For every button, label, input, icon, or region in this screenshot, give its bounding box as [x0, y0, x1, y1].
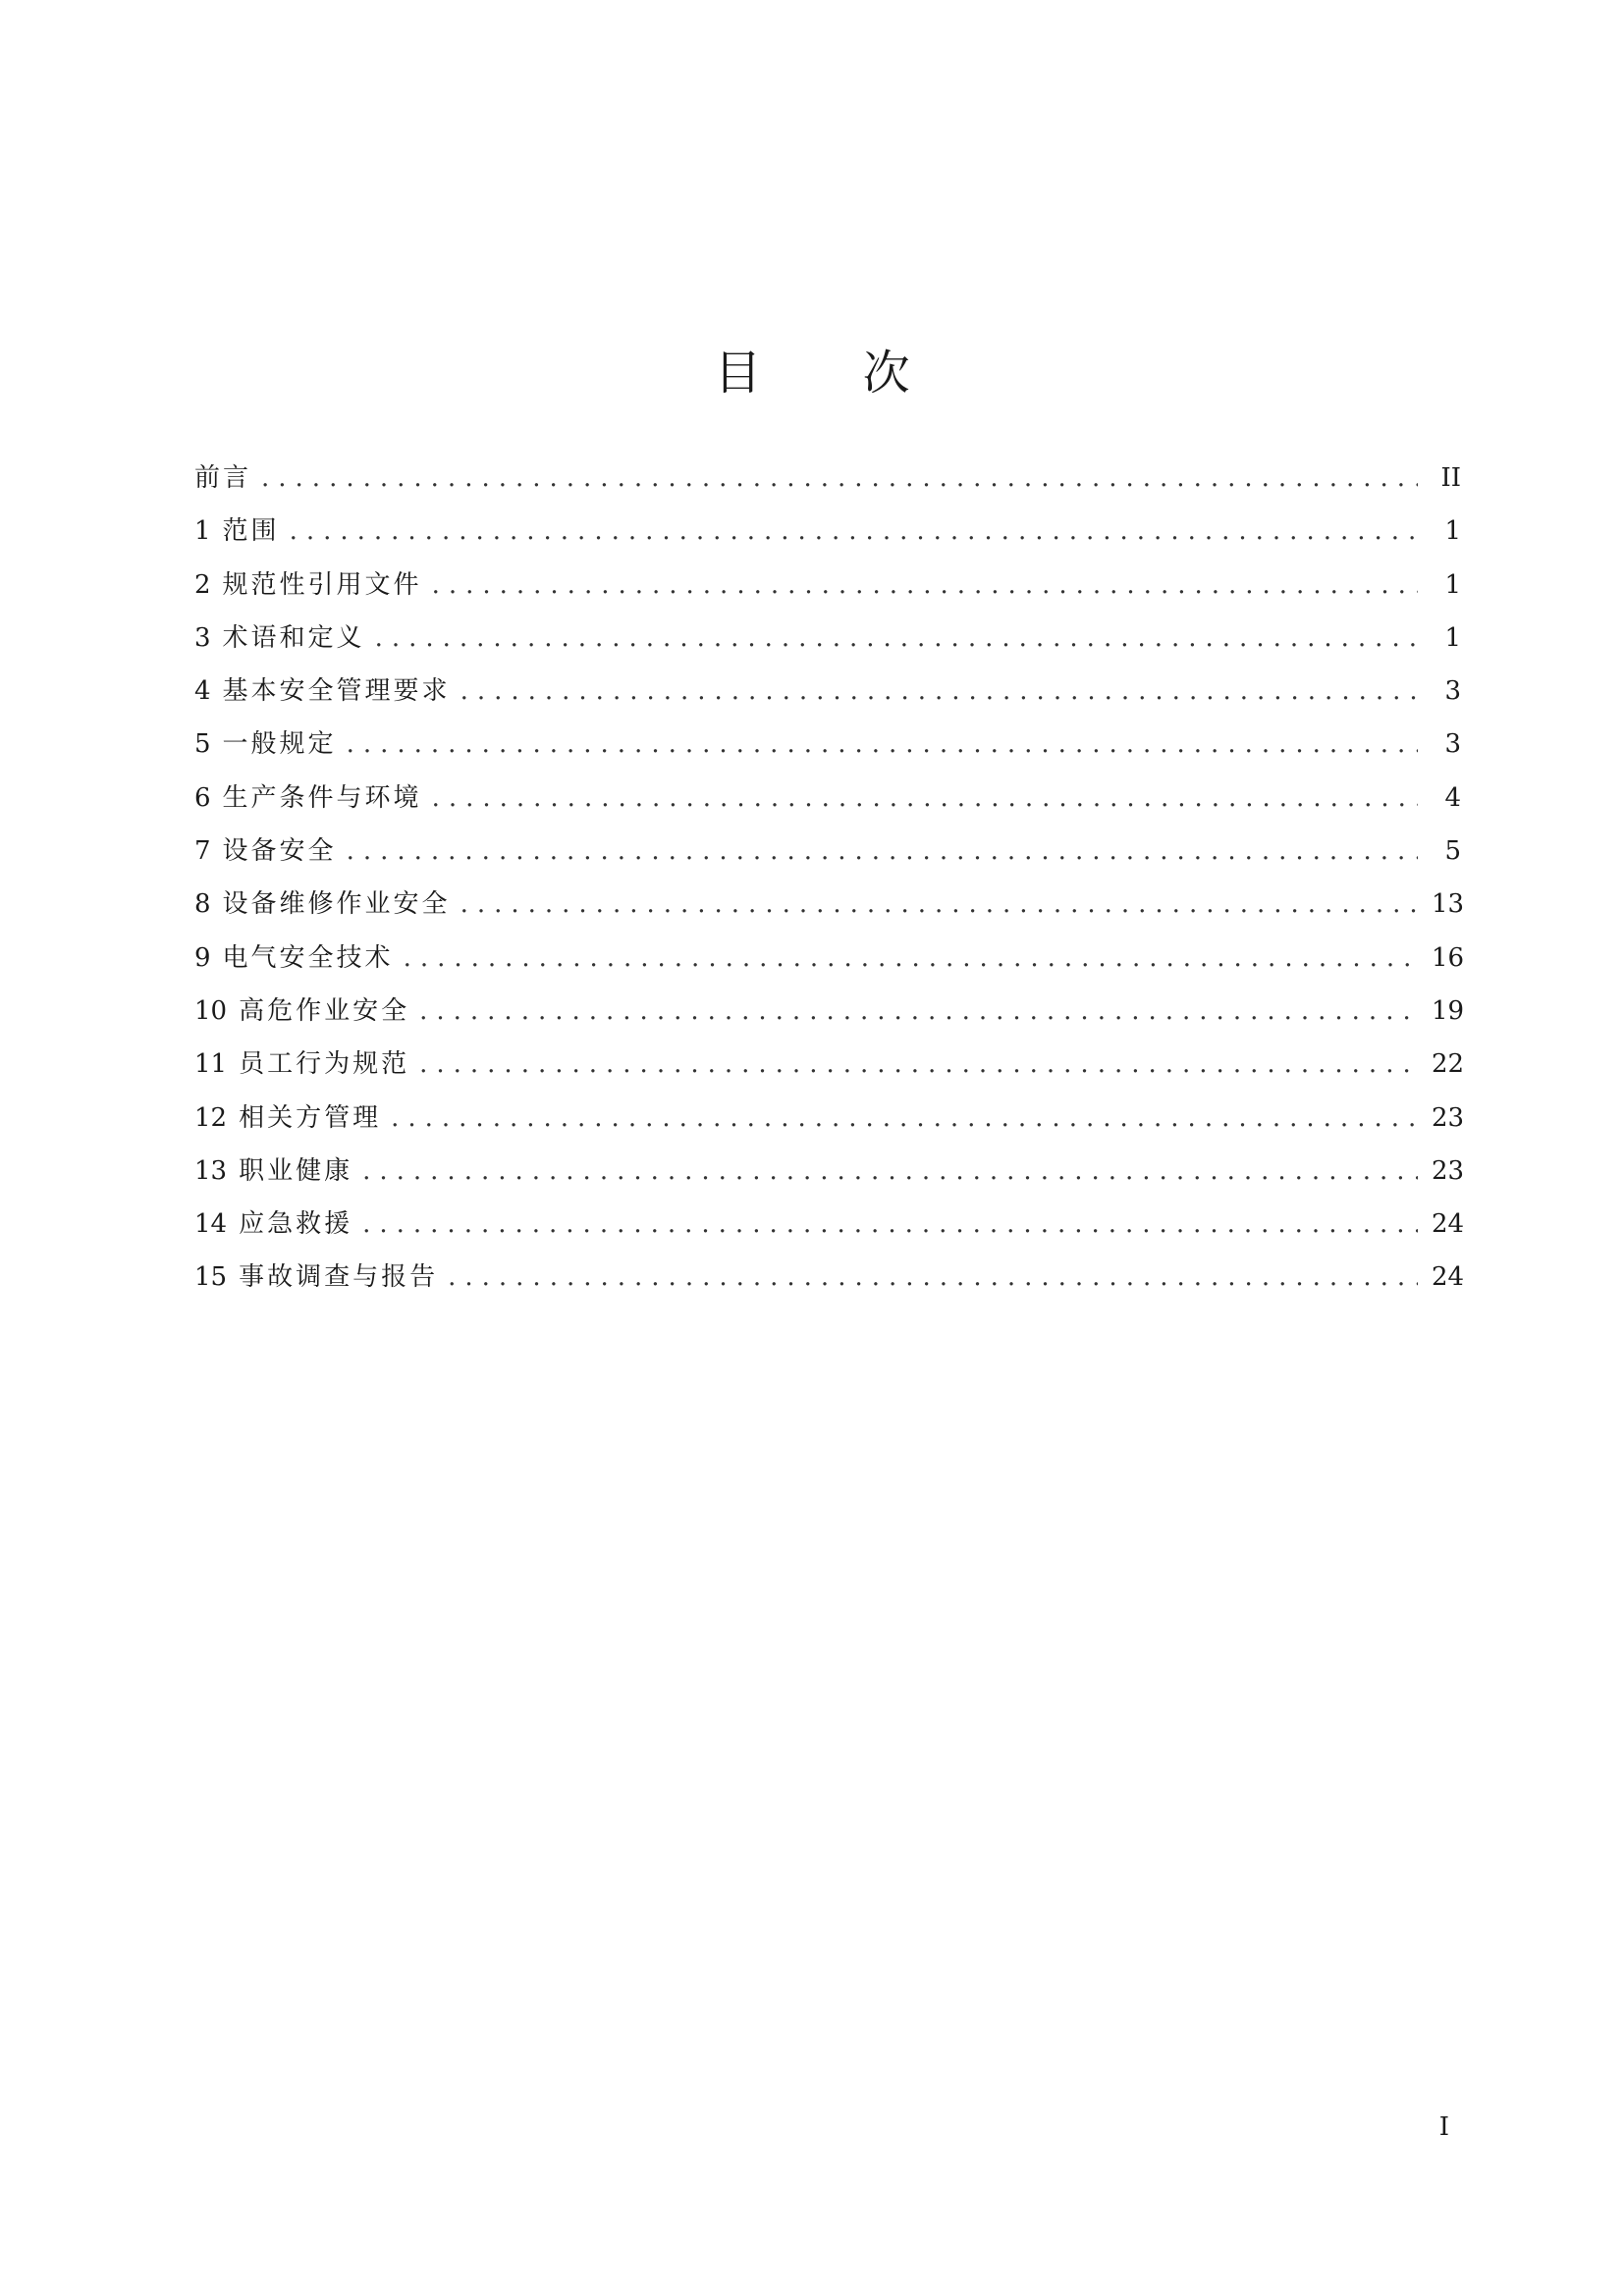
toc-entry-page: 22 [1432, 1049, 1465, 1080]
toc-entry-6[interactable] [194, 772, 1461, 825]
toc-entry-page: 3 [1444, 729, 1461, 760]
dot-leader [432, 559, 1418, 612]
toc-entry-page: 13 [1432, 889, 1465, 920]
toc-entry-3[interactable] [194, 612, 1461, 665]
toc-entry-number: 12 [194, 1102, 228, 1133]
toc-entry-page: 24 [1432, 1262, 1465, 1293]
dot-leader [432, 772, 1418, 825]
dot-leader [448, 1251, 1418, 1304]
toc-entry-label: 术语和定义 [222, 622, 365, 653]
toc-entry-13[interactable] [194, 1145, 1465, 1198]
dot-leader [290, 505, 1418, 558]
toc-entry-label: 员工行为规范 [239, 1049, 410, 1080]
toc-entry-number: 13 [194, 1155, 228, 1186]
dot-leader [347, 825, 1418, 878]
toc-entry-label: 设备安全 [222, 836, 337, 867]
toc-entry-5[interactable] [194, 718, 1461, 771]
toc-entry-page: 4 [1444, 782, 1461, 813]
dot-leader [347, 718, 1418, 771]
toc-entry-8[interactable] [194, 878, 1465, 931]
toc-entry-number: 9 [194, 942, 211, 973]
table-of-contents [194, 452, 1465, 1305]
dot-leader [375, 612, 1418, 665]
toc-entry-page: 1 [1444, 622, 1461, 653]
toc-entry-14[interactable] [194, 1198, 1465, 1251]
toc-entry-page: 24 [1432, 1209, 1465, 1240]
toc-entry-2[interactable] [194, 559, 1461, 612]
toc-entry-page: II [1440, 463, 1461, 493]
toc-entry-number: 7 [194, 836, 211, 867]
toc-entry-label: 一般规定 [222, 729, 337, 760]
toc-entry-label: 电气安全技术 [222, 942, 394, 973]
page-title: 目 次 [714, 346, 953, 401]
dot-leader [460, 665, 1418, 718]
toc-entry-10[interactable] [194, 985, 1465, 1038]
toc-entry-number: 2 [194, 569, 211, 600]
toc-entry-label: 基本安全管理要求 [222, 676, 451, 707]
toc-entry-4[interactable] [194, 665, 1461, 718]
toc-entry-page: 3 [1444, 676, 1461, 707]
toc-entry-number: 10 [194, 995, 228, 1026]
toc-entry-number: 11 [194, 1049, 228, 1080]
toc-entry-15[interactable] [194, 1251, 1465, 1304]
toc-entry-label: 范围 [222, 516, 280, 547]
toc-entry-1[interactable] [194, 505, 1461, 558]
toc-entry-number: 14 [194, 1209, 228, 1240]
toc-entry-page: 16 [1432, 942, 1465, 973]
toc-entry-number: 6 [194, 782, 211, 813]
toc-entry-label: 生产条件与环境 [222, 782, 422, 813]
dot-leader [419, 1038, 1418, 1091]
page-number: I [1438, 2112, 1449, 2142]
dot-leader [419, 985, 1418, 1038]
toc-entry-page: 19 [1432, 995, 1465, 1026]
toc-entry-11[interactable] [194, 1038, 1465, 1091]
toc-entry-9[interactable] [194, 932, 1465, 985]
toc-entry-number: 15 [194, 1262, 228, 1293]
toc-entry-number: 1 [194, 516, 211, 547]
toc-entry-7[interactable] [194, 825, 1461, 878]
toc-entry-label: 设备维修作业安全 [222, 889, 451, 920]
toc-entry-label: 职业健康 [239, 1155, 353, 1186]
dot-leader [404, 932, 1418, 985]
toc-entry-page: 23 [1432, 1102, 1465, 1133]
toc-entry-number: 5 [194, 729, 211, 760]
toc-entry-number: 4 [194, 676, 211, 707]
toc-entry-label: 相关方管理 [239, 1102, 382, 1133]
dot-leader [362, 1198, 1418, 1251]
toc-entry-label: 前言 [194, 463, 252, 493]
toc-entry-label: 高危作业安全 [239, 995, 410, 1026]
toc-entry-label: 事故调查与报告 [239, 1262, 439, 1293]
toc-entry-page: 5 [1444, 836, 1461, 867]
toc-entry-foreword[interactable] [194, 452, 1461, 505]
toc-entry-page: 1 [1444, 516, 1461, 547]
dot-leader [362, 1145, 1418, 1198]
toc-entry-page: 23 [1432, 1155, 1465, 1186]
dot-leader [261, 452, 1418, 505]
dot-leader [460, 878, 1418, 931]
toc-entry-page: 1 [1444, 569, 1461, 600]
toc-entry-number: 3 [194, 622, 211, 653]
toc-entry-number: 8 [194, 889, 211, 920]
toc-entry-label: 规范性引用文件 [222, 569, 422, 600]
dot-leader [391, 1092, 1418, 1145]
toc-entry-12[interactable] [194, 1092, 1465, 1145]
toc-entry-label: 应急救援 [239, 1209, 353, 1240]
